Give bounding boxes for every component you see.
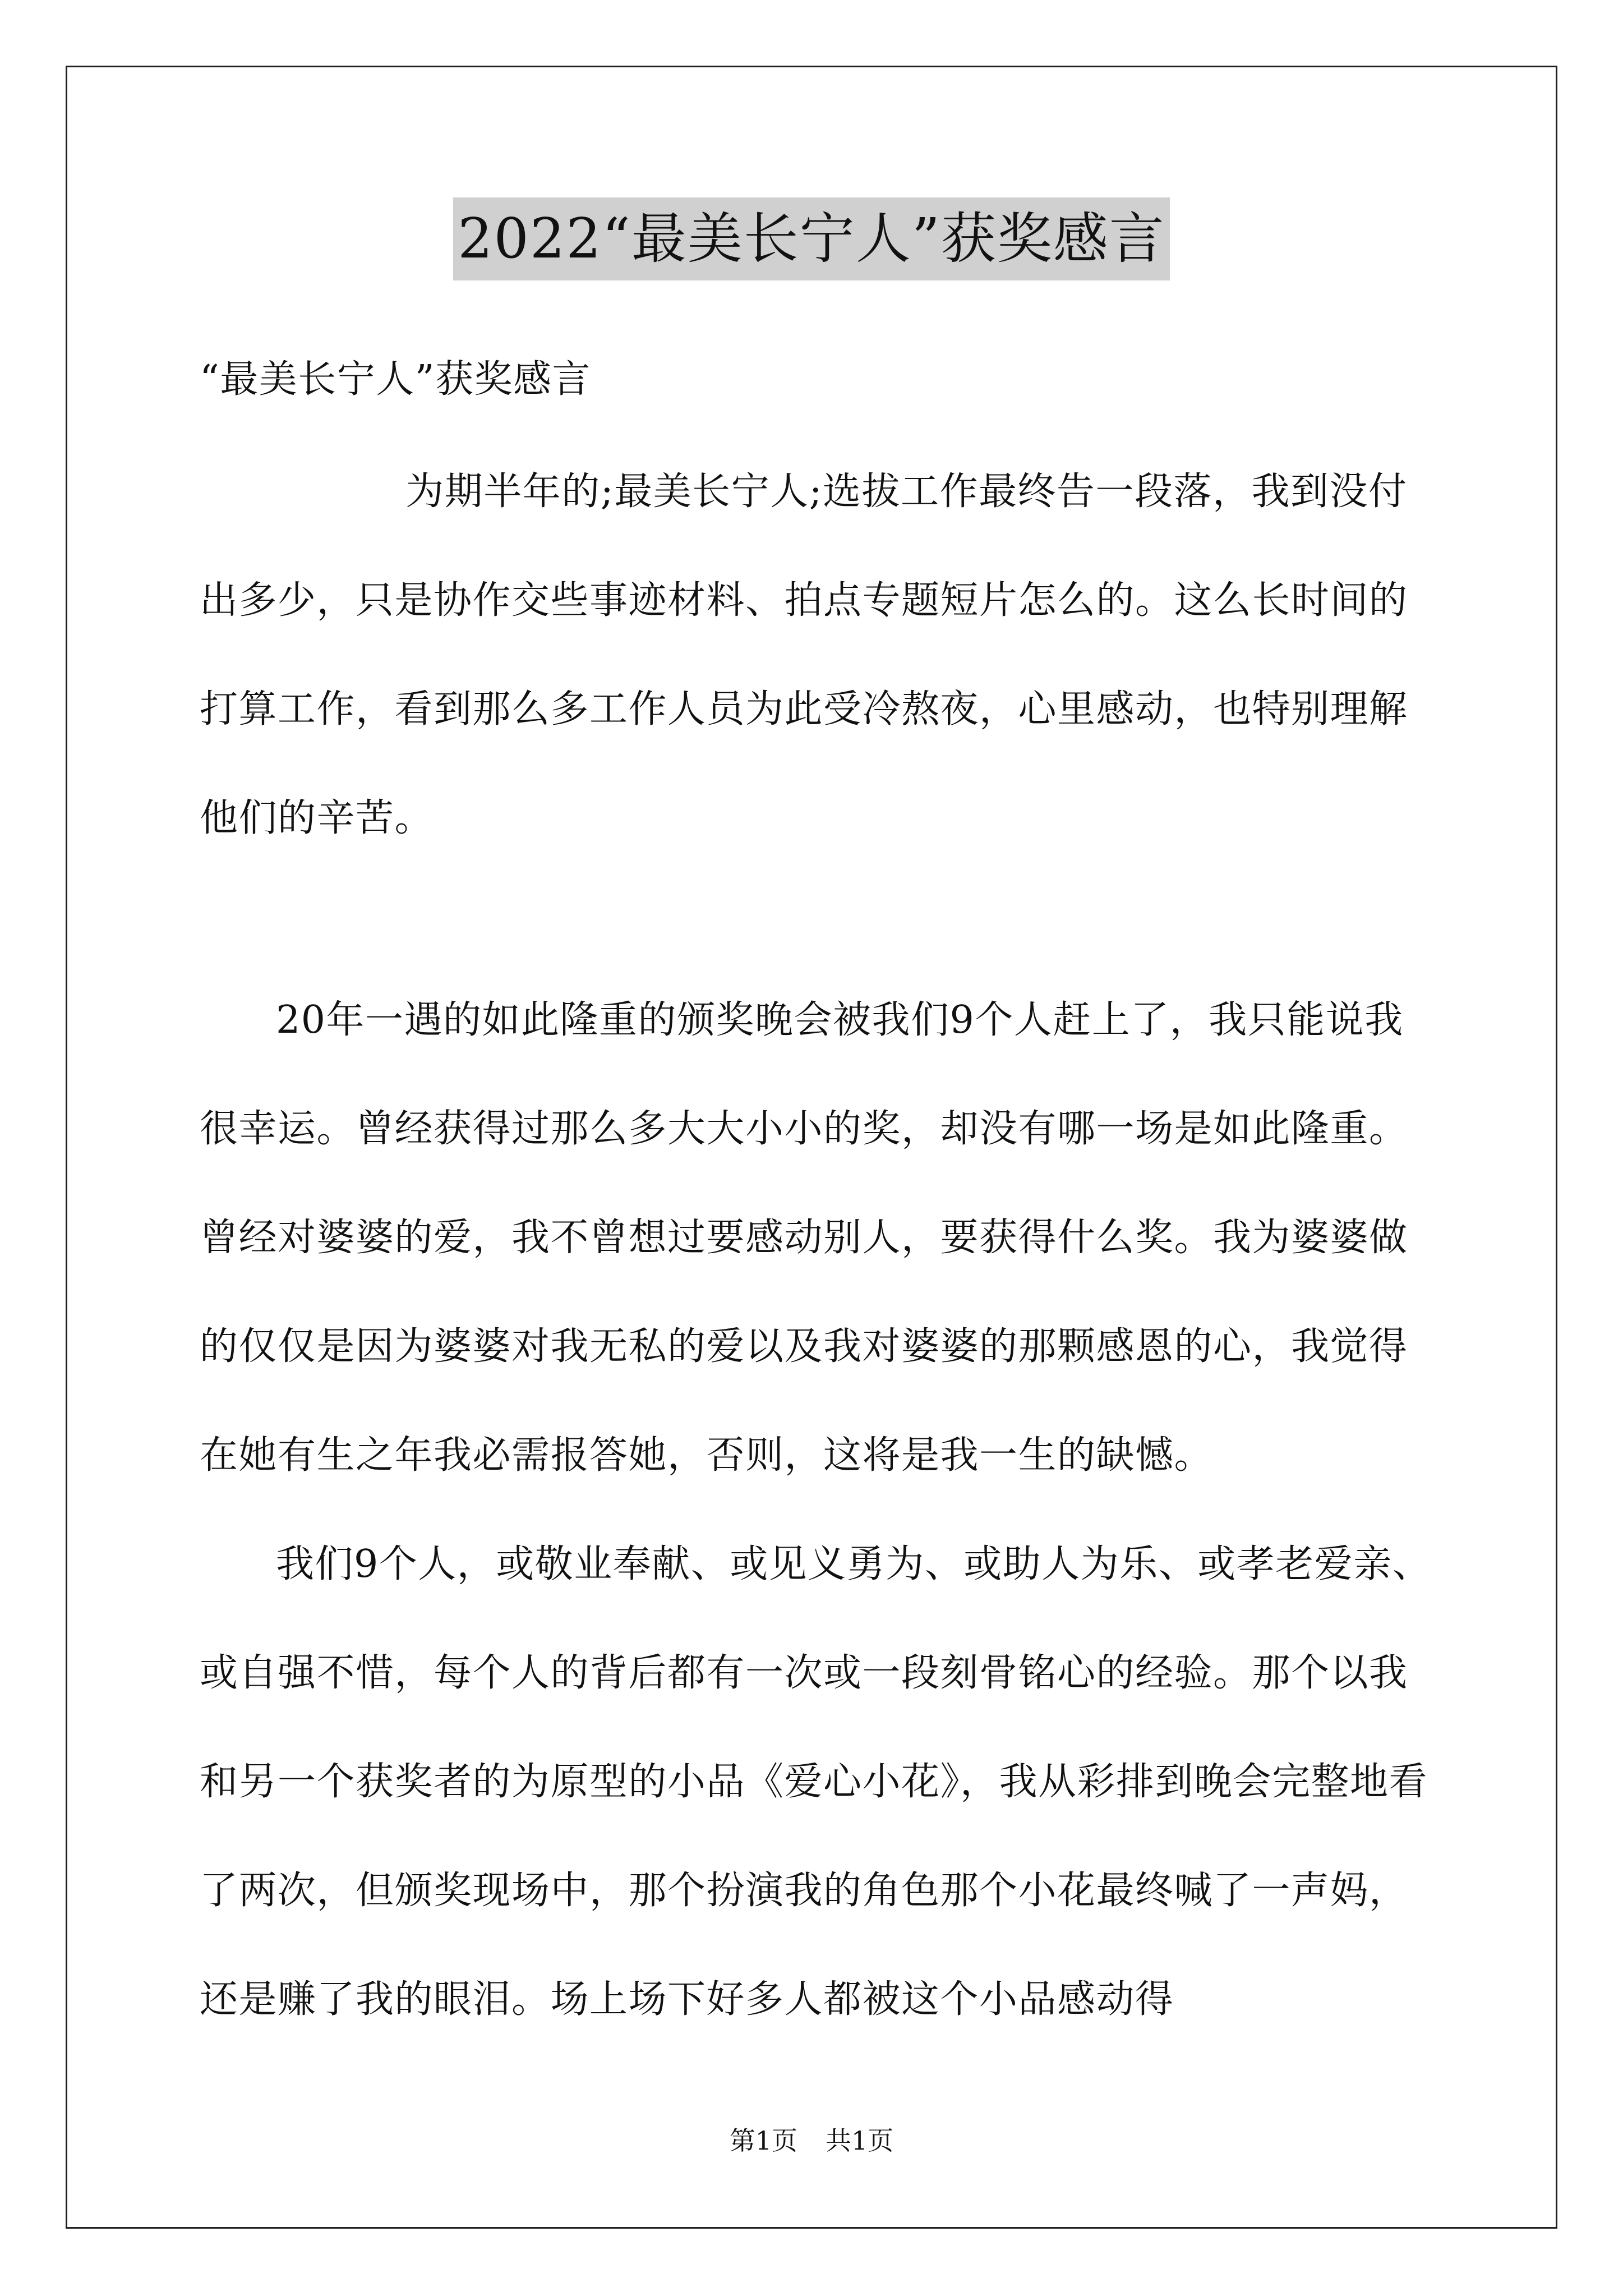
- paragraph-2: 20年一遇的如此隆重的颁奖晚会被我们9个人赶上了，我只能说我很幸运。曾经获得过那么多大大小小的奖，却没有哪一场是如此隆重。曾经对婆婆的爱，我不曾想过要感动别人，要获得什么奖。我为婆婆做的仅仅是因为婆婆对我无私的爱以及我对婆婆的那颗感恩的心，我觉得在她有生之年我必需报答她，否则，这将是我一生的缺憾。: [200, 998, 1408, 1478]
- page-total: 共1页: [826, 2125, 894, 2156]
- title-container: [0, 197, 1623, 280]
- document-title: 2022“最美长宁人”获奖感言: [453, 197, 1170, 280]
- paragraphs-container: [200, 966, 1433, 2054]
- paragraph-3: 我们9个人，或敬业奉献、或见义勇为、或助人为乐、或孝老爱亲、或自强不惜，每个人的背后都有一次或一段刻骨铭心的经验。那个以我和另一个获奖者的为原型的小品《爱心小花》，我从彩排到晚会完整地看了两次，但颁奖现场中，那个扮演我的角色那个小花最终喊了一声妈，还是赚了我的眼泪。场上场下好多人都被这个小品感动得: [200, 1542, 1432, 2022]
- paragraph-1: [200, 438, 1433, 873]
- page-footer: [0, 2120, 1623, 2157]
- paragraph-1-text: 为期半年的;最美长宁人;选拔工作最终告一段落，我到没付出多少，只是协作交些事迹材料、拍点专题短片怎么的。这么长时间的打算工作，看到那么多工作人员为此受冷熬夜，心里感动，也特别理解他们的辛苦。: [200, 470, 1408, 840]
- page-number: 第1页: [729, 2125, 797, 2156]
- paragraph-1-container: [200, 438, 1433, 873]
- document-subtitle: “最美长宁人”获奖感言: [200, 357, 592, 402]
